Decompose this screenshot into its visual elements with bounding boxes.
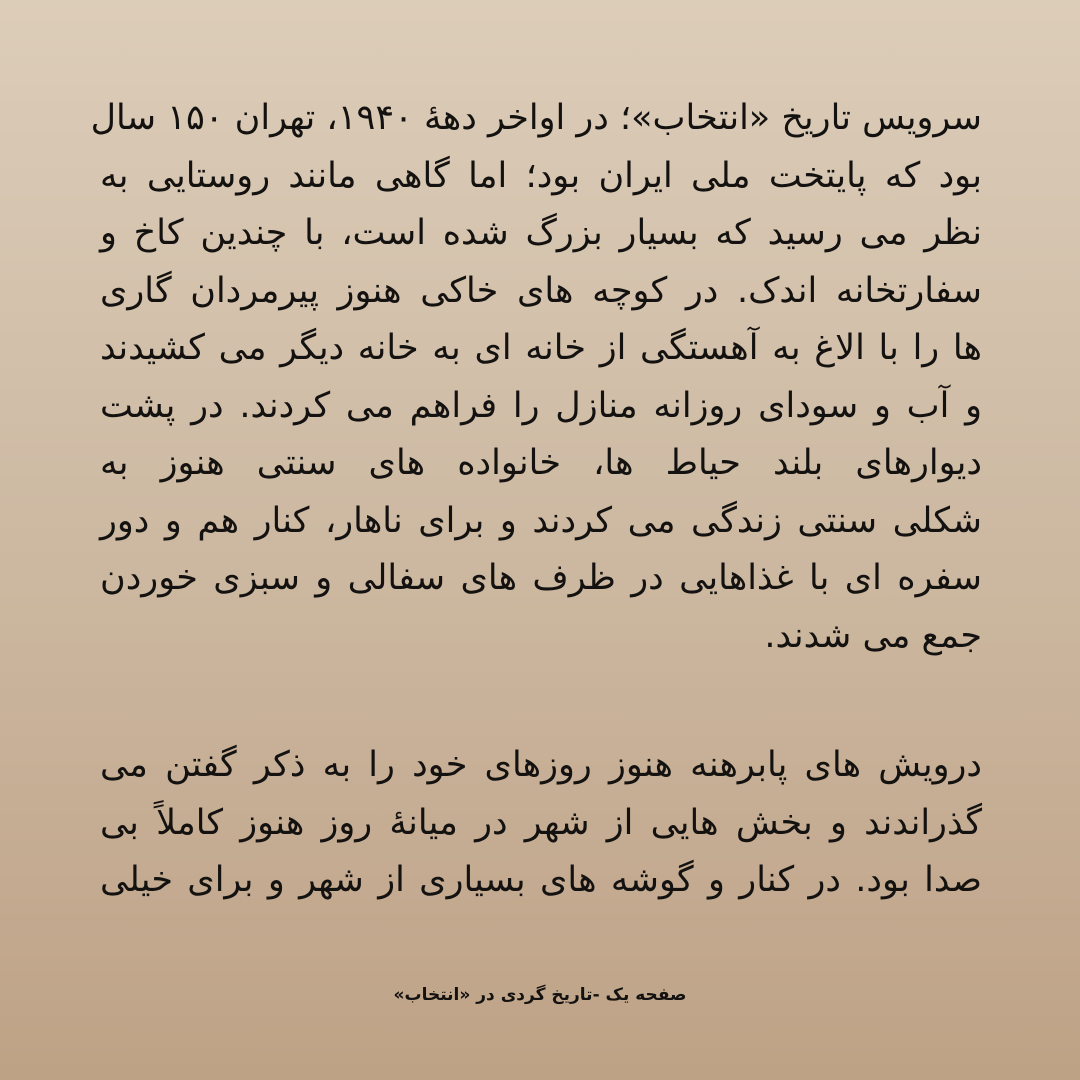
text-line: شکلی سنتی زندگی می کردند و برای ناهار، کنار هم و دور [100,500,982,541]
paragraph-gap [100,665,982,737]
text-line: سرویس تاریخ «انتخاب»؛ در اواخر دههٔ ۱۹۴۰، تهران ۱۵۰ سال [90,98,982,138]
text-line: دیوارهای بلند حیاط ها، خانواده های سنتی هنوز به [100,443,982,483]
article-body [90,90,982,910]
text-line: سفره ای با غذاهایی در ظرف های سفالی و سبزی خوردن [100,558,982,598]
text-line: جمع می شدند. [764,615,982,656]
text-line: نظر می رسید که بسیار بزرگ شده است، با چندین کاخ و [100,213,982,253]
text-line: بود که پایتخت ملی ایران بود؛ اما گاهی مانند روستایی به [100,155,982,196]
text-line: درویش های پابرهنه هنوز روزهای خود را به ذکر گفتن می [100,745,982,785]
paragraph-2 [100,737,982,910]
text-line: گذراندند و بخش هایی از شهر در میانهٔ روز هنوز کاملاً بی [100,802,982,843]
paragraph-1 [90,90,982,665]
text-line: صدا بود. در کنار و گوشه های بسیاری از شهر و برای خیلی [100,860,982,900]
text-line: سفارتخانه اندک. در کوچه های خاکی هنوز پیرمردان گاری [100,270,982,311]
page-footer: صفحه یک -تاریخ گردی در «انتخاب» [393,985,687,1005]
text-line: ها را با الاغ به آهستگی از خانه ای به خانه دیگر می کشیدند [100,328,982,368]
text-line: و آب و سودای روزانه منازل را فراهم می کردند. در پشت [100,385,982,426]
